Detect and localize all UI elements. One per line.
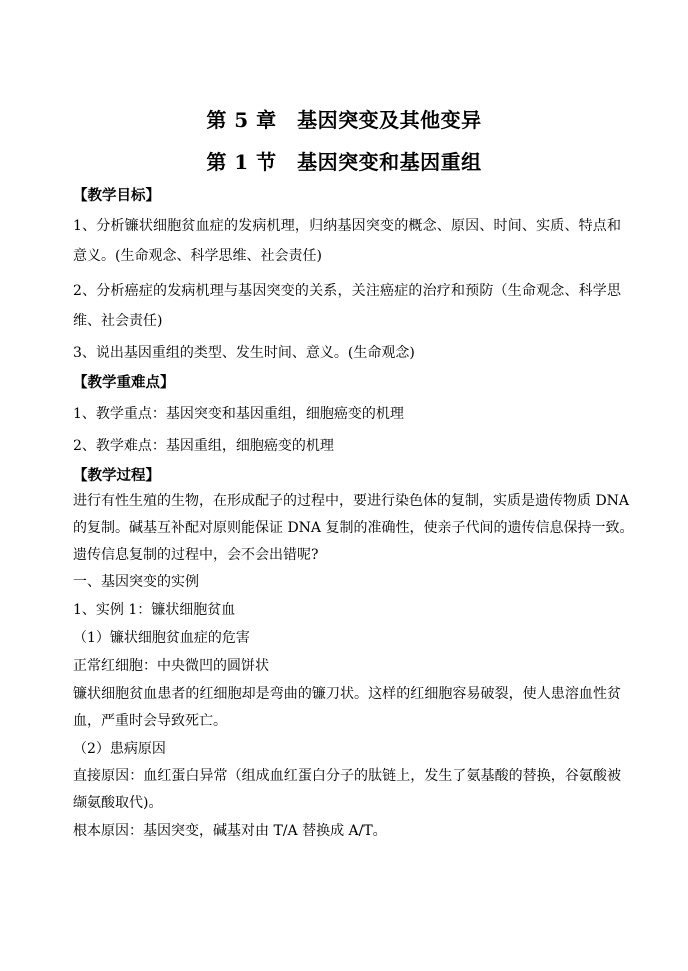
key-points-heading: 【教学重难点】 — [73, 374, 175, 391]
part-1-heading: 一、基因突变的实例 — [73, 574, 199, 590]
sickle-line-1: 镰状细胞贫血患者的红细胞却是弯曲的镰刀状。这样的红细胞容易破裂，使人患溶血性贫 — [73, 686, 621, 702]
objectives-heading: 【教学目标】 — [73, 187, 160, 204]
objective-3: 3、说出基因重组的类型、发生时间、意义。(生命观念) — [73, 345, 415, 361]
objective-2-line-1: 2、分析癌症的发病机理与基因突变的关系，关注癌症的治疗和预防（生命观念、科学思 — [73, 283, 621, 299]
normal-rbc: 正常红细胞：中央微凹的圆饼状 — [73, 658, 269, 674]
process-intro-line-2: 的复制。碱基互补配对原则能保证 DNA 复制的准确性，使亲子代间的遗传信息保持一致。 — [73, 520, 634, 536]
example-1: 1、实例 1：镰状细胞贫血 — [73, 602, 236, 618]
chapter-title: 第 5 章 基因突变及其他变异 — [206, 108, 482, 132]
objective-1-line-2: 意义。(生命观念、科学思维、社会责任) — [73, 248, 322, 264]
process-intro-line-1: 进行有性生殖的生物，在形成配子的过程中，要进行染色体的复制，实质是遗传物质 DNA — [73, 493, 630, 509]
direct-cause-line-1: 直接原因：血红蛋白异常（组成血红蛋白分子的肽链上，发生了氨基酸的替换，谷氨酸被 — [73, 768, 621, 784]
sickle-line-2: 血，严重时会导致死亡。 — [73, 713, 227, 729]
key-point-1: 1、教学重点：基因突变和基因重组，细胞癌变的机理 — [73, 406, 404, 422]
key-point-2: 2、教学难点：基因重组，细胞癌变的机理 — [73, 438, 334, 454]
objective-2-line-2: 维、社会责任) — [73, 313, 163, 329]
process-intro-line-3: 遗传信息复制的过程中，会不会出错呢? — [73, 547, 319, 563]
section-title: 第 1 节 基因突变和基因重组 — [206, 150, 482, 174]
sub-heading-1: （1）镰状细胞贫血症的危害 — [73, 630, 250, 646]
objective-1-line-1: 1、分析镰状细胞贫血症的发病机理，归纳基因突变的概念、原因、时间、实质、特点和 — [73, 218, 621, 234]
process-heading: 【教学过程】 — [73, 467, 160, 484]
direct-cause-line-2: 缬氨酸取代)。 — [73, 795, 163, 811]
root-cause: 根本原因：基因突变，碱基对由 T/A 替换成 A/T。 — [73, 823, 387, 839]
sub-heading-2: （2）患病原因 — [73, 741, 166, 757]
